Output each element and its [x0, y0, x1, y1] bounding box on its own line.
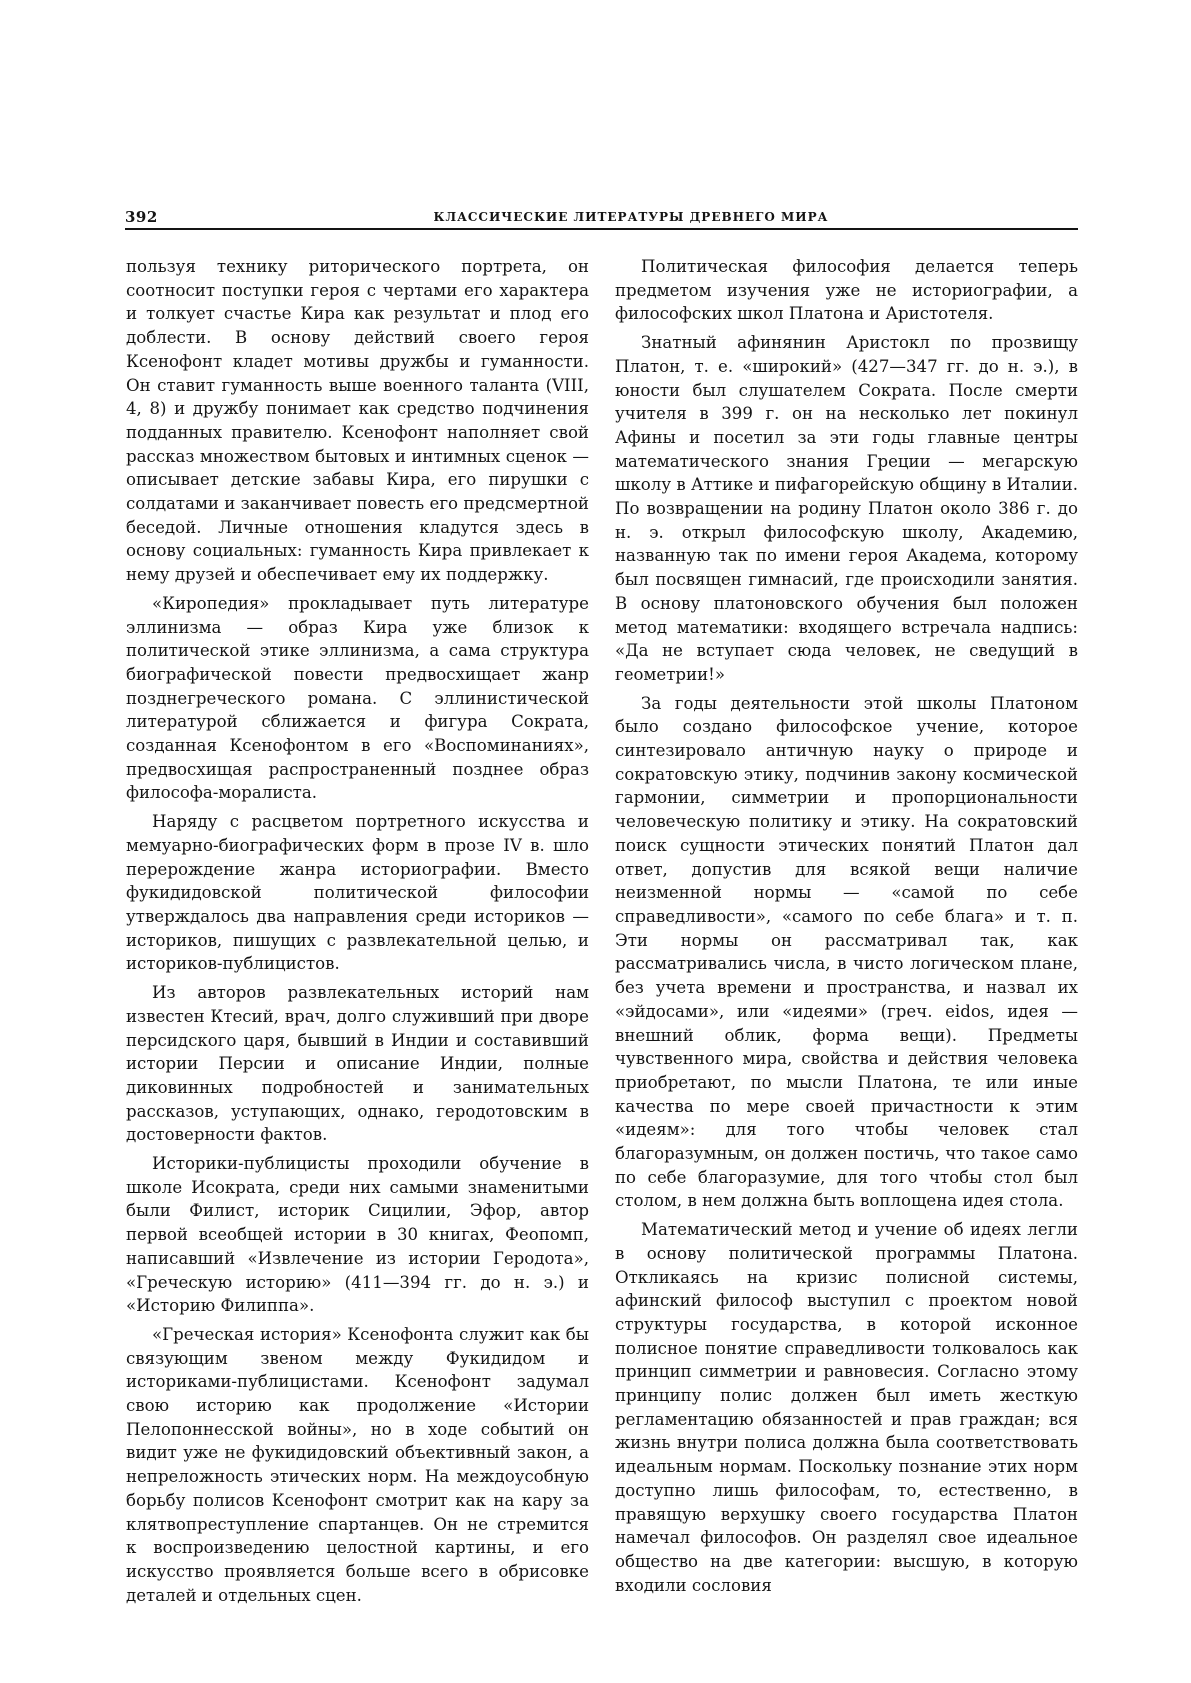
page-number: 392 [125, 208, 158, 226]
header-rule [125, 228, 1078, 230]
paragraph: «Киропедия» прокладывает путь литературе эллинизма — образ Кира уже близок к политической этике эллинизма, а сама структура биографической повести предвосхищает жанр позднегреческого романа. С эллинистической литературой сближается и фигура Сократа, созданная Ксенофонтом в его «Воспоминаниях», предвосхищая распространенный позднее образ философа-моралиста. [126, 593, 589, 803]
paragraph: «Греческая история» Ксенофонта служит как бы связующим звеном между Фукидидом и историками-публицистами. Ксенофонт задумал свою историю как продолжение «Истории Пелопоннесской войны», но в ходе событий он видит уже не фукидидовский объективный закон, а непреложность этических норм. На междоусобную борьбу полисов Ксенофонт смотрит как на кару за клятвопреступление спартанцев. Он не стремится к воспроизведению целостной картины, и его искусство проявляется больше всего в обрисовке деталей и отдельных сцен. [126, 1324, 589, 1605]
paragraph: Математический метод и учение об идеях легли в основу политической программы Платона. Откликаясь на кризис полисной системы, афинский философ выступил с проектом новой структуры государства, в которой исконное полисное понятие справедливости толковалось как принцип симметрии и равновесия. Согласно этому принципу полис должен был иметь жесткую регламентацию обязанностей и прав граждан; вся жизнь внутри полиса должна была соответствовать идеальным нормам. Поскольку познание этих норм доступно лишь философам, то, естественно, в правящую верхушку своего государства Платон намечал философов. Он разделял свое идеальное общество на две категории: высшую, в которую входили сословия [615, 1220, 1078, 1595]
paragraph: Из авторов развлекательных историй нам известен Ктесий, врач, долго служивший при дворе персидского царя, бывший в Индии и составивший истории Персии и описание Индии, полные диковинных подробностей и занимательных рассказов, уступающих, однако, геродотовским в достоверности фактов. [126, 983, 589, 1145]
paragraph: пользуя технику риторического портрета, он соотносит поступки героя с чертами его характера и толкует счастье Кира как результат и плод его доблести. В основу действий своего героя Ксенофонт кладет мотивы дружбы и гуманности. Он ставит гуманность выше военного таланта (VIII, 4, 8) и дружбу понимает как средство подчинения подданных правителю. Ксенофонт наполняет свой рассказ множеством бытовых и интимных сценок — описывает детские забавы Кира, его пирушки с солдатами и заканчивает повесть его предсмертной беседой. Личные отношения кладутся здесь в основу социальных: гуманность Кира привлекает к нему друзей и обеспечивает ему их поддержку. [126, 257, 589, 585]
paragraph: Знатный афинянин Аристокл по прозвищу Платон, т. е. «широкий» (427—347 гг. до н. э.), в юности был слушателем Сократа. После смерти учителя в 399 г. он на несколько лет покинул Афины и посетил за эти годы главные центры математического знания Греции — мегарскую школу в Аттике и пифагорейскую общину в Италии. По возвращении на родину Платон около 386 г. до н. э. открыл философскую школу, Академию, названную так по имени героя Академа, которому был посвящен гимнасий, где происходили занятия. В основу платоновского обучения был положен метод математики: входящего встречала надпись: «Да не вступает сюда человек, не сведущий в геометрии!» [615, 333, 1078, 684]
paragraph: За годы деятельности этой школы Платоном было создано философское учение, которое синтезировало античную науку о природе и сократовскую этику, подчинив закону космической гармонии, симметрии и пропорциональности человеческую политику и этику. На сократовский поиск сущности этических понятий Платон дал ответ, допустив для всякой вещи наличие неизменной нормы — «самой по себе справедливости», «самого по себе блага» и т. п. Эти нормы он рассматривал так, как рассматривались числа, в чисто логическом плане, без учета времени и пространства, и назвал их «эйдосами», или «идеями» (греч. eidos, идея — внешний облик, форма вещи). Предметы чувственного мира, свойства и действия человека приобретают, по мысли Платона, те или иные качества по мере своей причастности к этим «идеям»: для того чтобы человек стал благоразумным, он должен постичь, что такое само по себе благоразумие, для того чтобы стол был столом, в нем должна быть воплощена идея стола. [615, 693, 1078, 1211]
right-column [615, 255, 1078, 1602]
paragraph: Политическая философия делается теперь предметом изучения уже не историографии, а философских школ Платона и Аристотеля. [615, 257, 1078, 324]
paragraph: Наряду с расцветом портретного искусства и мемуарно-биографических форм в прозе IV в. шло перерождение жанра историографии. Вместо фукидидовской политической философии утверждалось два направления среди историков — историков, пишущих с развлекательной целью, и историков-публицистов. [126, 812, 589, 974]
running-header [125, 208, 1077, 228]
running-title: КЛАССИЧЕСКИЕ ЛИТЕРАТУРЫ ДРЕВНЕГО МИРА [433, 210, 829, 224]
left-column [126, 255, 589, 1612]
paragraph: Историки-публицисты проходили обучение в школе Исократа, среди них самыми знаменитыми были Филист, историк Сицилии, Эфор, автор первой всеобщей истории в 30 книгах, Феопомп, написавший «Извлечение из истории Геродота», «Греческую историю» (411—394 гг. до н. э.) и «Историю Филиппа». [126, 1154, 589, 1316]
